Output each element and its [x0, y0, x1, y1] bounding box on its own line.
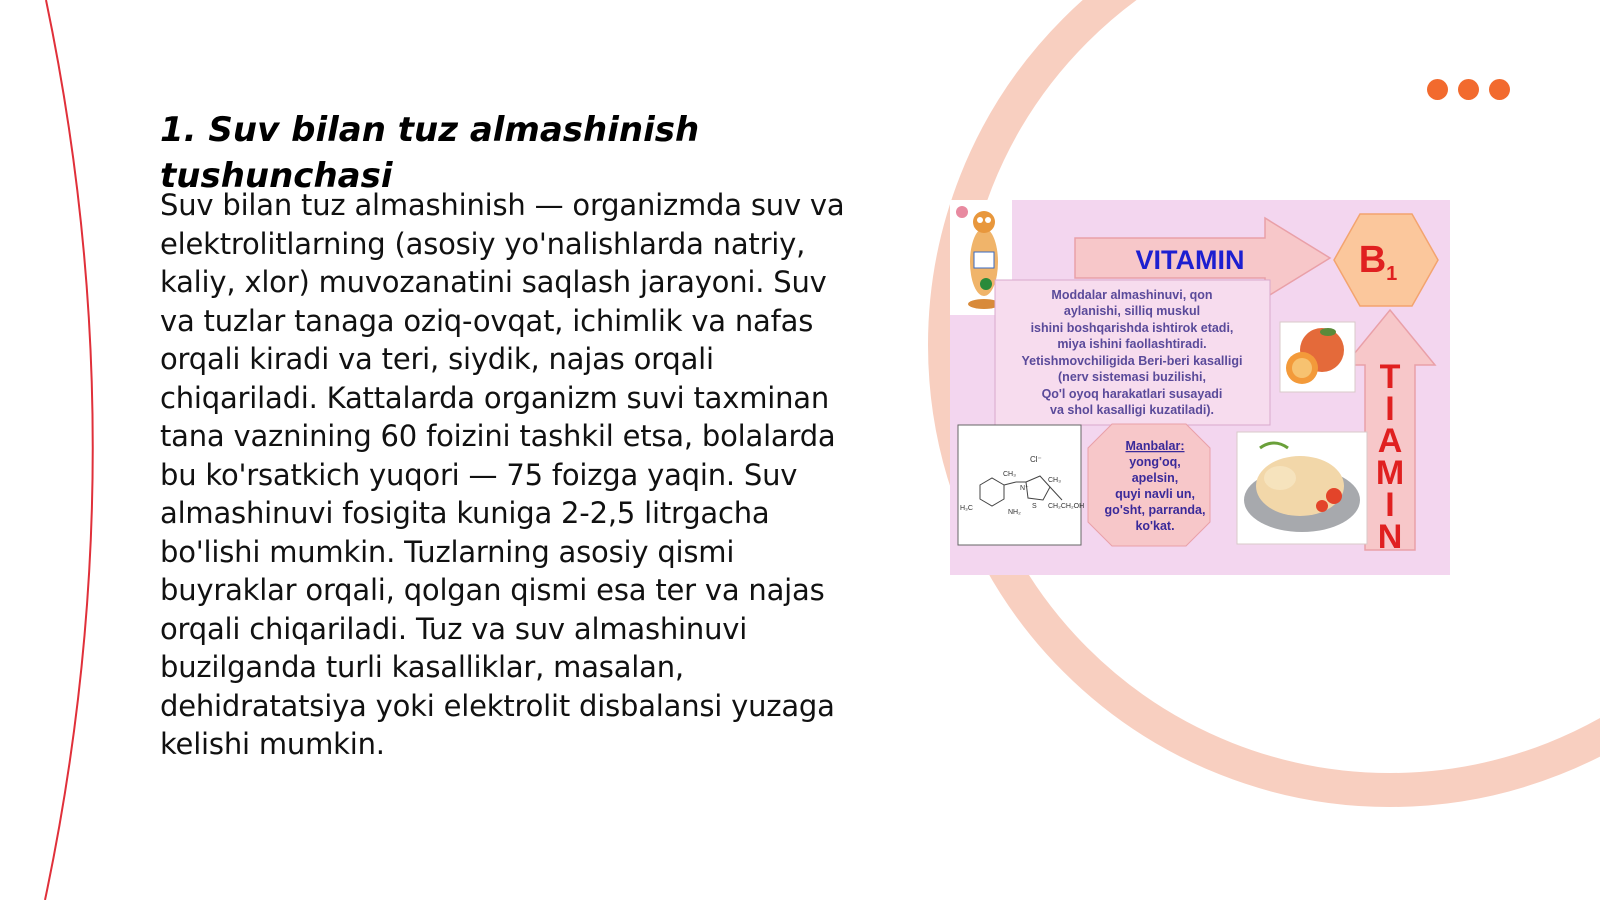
sources-box	[1088, 424, 1210, 546]
description-line: va shol kasalligi kuzatiladi).	[1050, 403, 1214, 417]
menu-dots-icon	[1427, 79, 1510, 100]
formula-label: CH₃	[1048, 477, 1061, 484]
tiamin-letter: M	[1375, 454, 1405, 492]
chicken-icon	[1237, 432, 1367, 544]
dot	[1427, 79, 1448, 100]
formula-label: S	[1032, 503, 1037, 510]
body-paragraph: Suv bilan tuz almashinish — organizmda suv va elektrolitlarning (asosiy yo'nalishlarda natriy, kaliy, xlor) muvozanatini saqlash jarayoni. Suv va tuzlar tanaga oziq-ovqat, ichimlik va nafas orqali kiradi va teri, siydik, najas orqali chiqariladi. Kattalarda organizm suvi taxminan tana vaznining 60 foizini tashkil etsa, bolalarda bu ko'rsatkich yuqori — 75 foizga yaqin. Suv almashinuvi fosigita kuniga 2-2,5 litrgacha bo'lishi mumkin. Tuzlarning asosiy qismi buyraklar orqali, qolgan qismi esa ter va najas orqali chiqariladi. Tuz va suv almashinuvi buzilganda turli kasalliklar, masalan, dehidratatsiya yoki elektrolit disbalansi yuzaga kelishi mumkin.	[160, 188, 845, 761]
sources-line: ko'kat.	[1135, 519, 1175, 533]
thiamine-molecule-icon	[958, 425, 1084, 545]
decorative-left-curve	[45, 0, 93, 900]
b1-subscript: 1	[1386, 263, 1398, 285]
tiamin-letter: A	[1377, 422, 1403, 460]
sources-line: apelsin,	[1131, 471, 1179, 485]
formula-label: CH₃	[1003, 471, 1016, 478]
formula-label: CH₂CH₂OH	[1048, 503, 1085, 510]
sources-title: Manbalar:	[1125, 439, 1185, 453]
formula-label: NH₂	[1008, 509, 1021, 516]
formula-label: Cl⁻	[1030, 455, 1042, 464]
description-line: Moddalar almashinuvi, qon	[1051, 288, 1213, 302]
description-line: (nerv sistemasi buzilishi,	[1058, 370, 1206, 384]
tiamin-letter: I	[1385, 486, 1395, 524]
tiamin-letter: I	[1385, 390, 1395, 428]
vitamin-label: VITAMIN	[1135, 245, 1245, 275]
vitamin-b1-infographic	[950, 200, 1450, 575]
tiamin-letter: N	[1377, 518, 1403, 556]
description-line: Yetishmovchiligida Beri-beri kasalligi	[1021, 354, 1243, 368]
sources-line: quyi navli un,	[1115, 487, 1195, 501]
dot	[1489, 79, 1510, 100]
slide-heading: 1. Suv bilan tuz almashinish tushunchasi	[160, 110, 700, 196]
description-line: Qo'l oyoq harakatlari susayadi	[1041, 387, 1223, 401]
formula-label: N⁺	[1020, 485, 1029, 492]
description-line: miya ishini faollashtiradi.	[1057, 337, 1207, 351]
description-box	[995, 280, 1270, 425]
tiamin-letter: T	[1379, 358, 1401, 396]
dot	[1458, 79, 1479, 100]
formula-label: H₃C	[960, 505, 973, 512]
sources-line: go'sht, parranda,	[1104, 503, 1206, 517]
b1-letter: B	[1358, 239, 1387, 281]
sources-line: yong'oq,	[1129, 455, 1181, 469]
peach-icon	[1280, 322, 1355, 392]
description-line: ishini boshqarishda ishtirok etadi,	[1030, 321, 1234, 335]
description-line: aylanishi, silliq muskul	[1063, 304, 1201, 318]
